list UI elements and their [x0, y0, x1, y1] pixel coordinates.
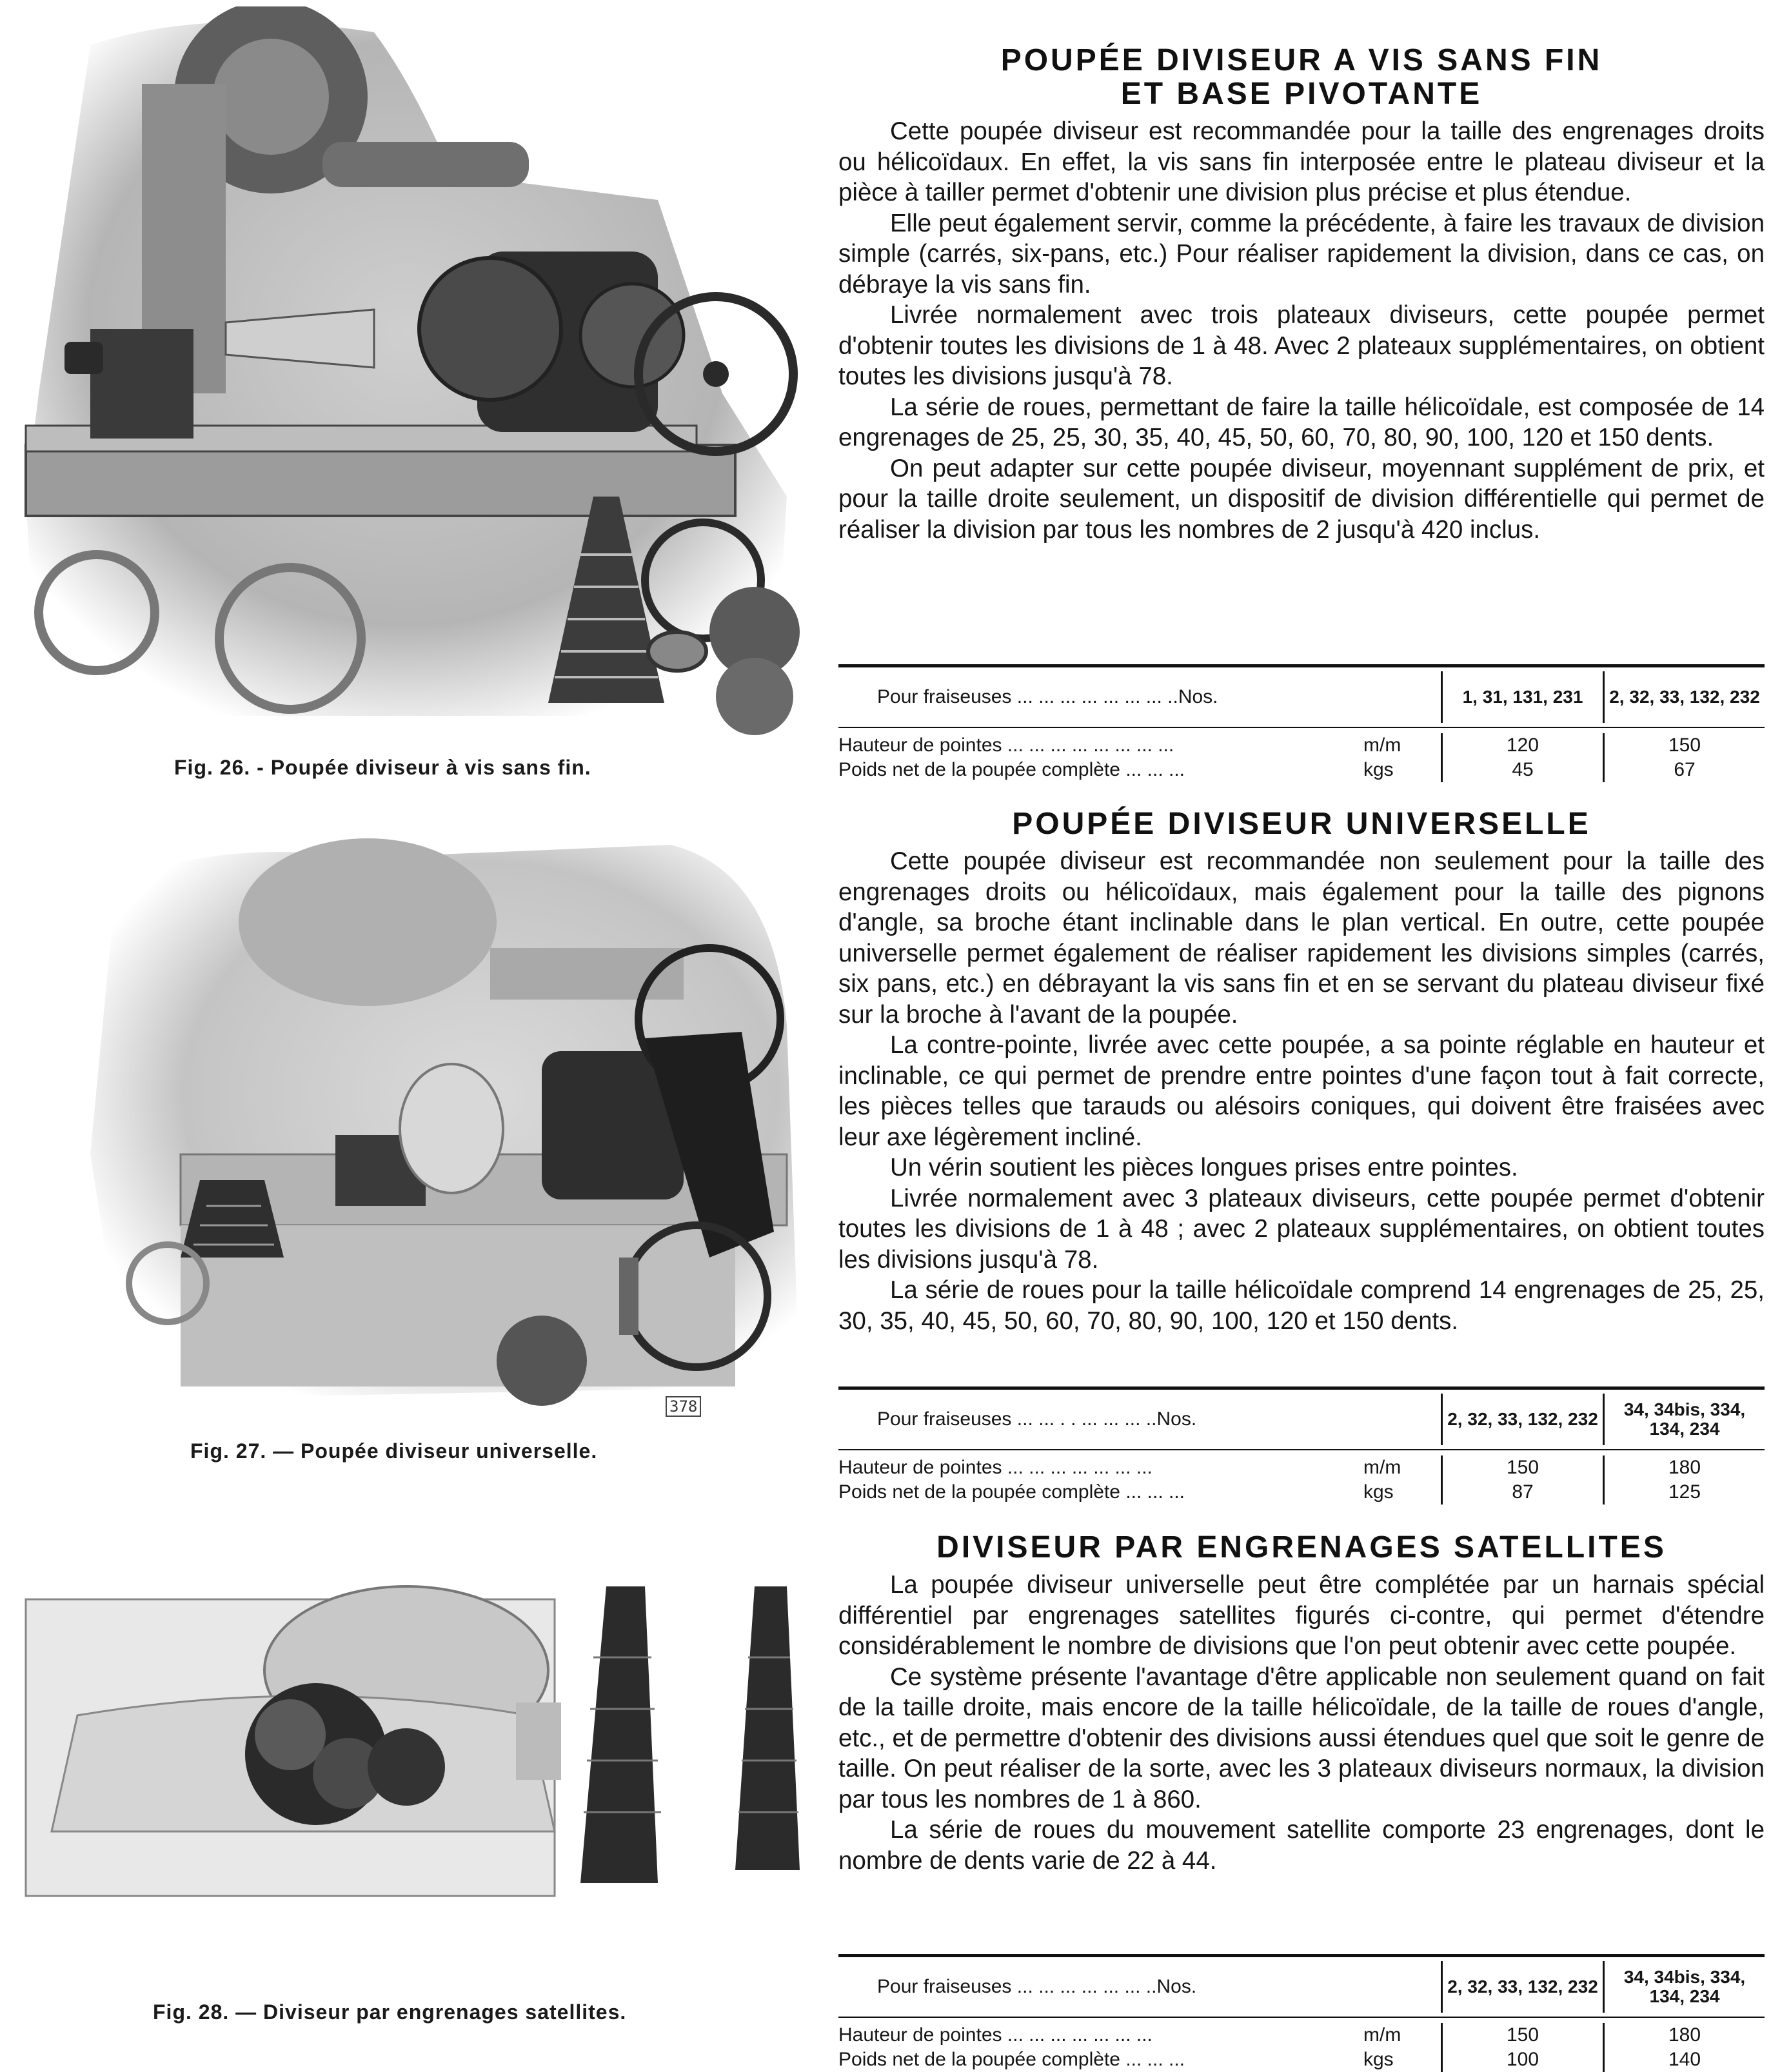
paragraph: On peut adapter sur cette poupée diviseur, moyennant supplément de prix, et pour la taille droite seulement, un dispositif de division différentielle qui permet de réaliser la division par tous les nombres de 2 jusqu'à 420 inclus. — [838, 454, 1765, 544]
spec-col2-header: 2, 32, 33, 132, 232 — [1603, 671, 1765, 723]
figure-28-caption: Fig. 28. — Diviseur par engrenages satellites. — [153, 2000, 627, 2024]
spec-value: 150 — [1441, 1455, 1603, 1480]
spec-col1-header: 2, 32, 33, 132, 232 — [1441, 1961, 1603, 2013]
spec-col1-header: 1, 31, 131, 231 — [1441, 671, 1603, 723]
spec-row-label: Hauteur de pointes ... ... ... ... ... ... ... ... — [838, 735, 1174, 756]
figure-26-image — [13, 6, 813, 742]
figure-27-plate-number: 378 — [666, 1396, 701, 1417]
spec-value: 150 — [1441, 2023, 1603, 2047]
section-universelle — [838, 807, 1765, 1336]
spec-row-hauteur — [838, 733, 1765, 758]
spec-row-unit: kgs — [1363, 759, 1394, 780]
section-title: DIVISEUR PAR ENGRENAGES SATELLITES — [936, 1530, 1667, 1564]
spec-table-satellites — [838, 1954, 1765, 2072]
figure-26-caption: Fig. 26. - Poupée diviseur à vis sans fin. — [174, 756, 591, 779]
spec-row-label: Poids net de la poupée complète ... ... ... — [838, 2049, 1185, 2070]
spec-col2-header: 34, 34bis, 334, 134, 234 — [1603, 1961, 1765, 2013]
spec-row-unit: m/m — [1363, 1457, 1401, 1478]
figure-27-caption: Fig. 27. — Poupée diviseur universelle. — [190, 1439, 598, 1463]
spec-value: 150 — [1603, 733, 1765, 758]
spec-value: 180 — [1603, 1455, 1765, 1480]
spec-value: 180 — [1603, 2023, 1765, 2047]
section-title-line-2: ET BASE PIVOTANTE — [1120, 77, 1483, 111]
spec-col2-header: 34, 34bis, 334, 134, 234 — [1603, 1394, 1765, 1445]
spec-header-label: Pour fraiseuses ... ... ... ... ... ... ..Nos. — [877, 1976, 1197, 1997]
section-vis-sans-fin — [838, 44, 1765, 545]
spec-col1-header: 2, 32, 33, 132, 232 — [1441, 1394, 1603, 1445]
spec-header-label: Pour fraiseuses ... ... . . ... ... ... ..Nos. — [877, 1408, 1197, 1430]
spec-value: 125 — [1603, 1480, 1765, 1505]
spec-table-universelle — [838, 1386, 1765, 1505]
spec-row-label: Hauteur de pointes ... ... ... ... ... ... ... — [838, 2024, 1153, 2046]
paragraph: Livrée normalement avec trois plateaux diviseurs, cette poupée permet d'obtenir toutes les divisions de 1 à 48. Avec 2 plateaux supplémentaires, on obtient toutes les divisions jusqu'à 78. — [838, 301, 1765, 390]
spec-row-label: Poids net de la poupée complète ... ... ... — [838, 1481, 1185, 1503]
spec-row-label: Hauteur de pointes ... ... ... ... ... ... ... — [838, 1457, 1153, 1478]
spec-value: 67 — [1603, 758, 1765, 782]
paragraph: Cette poupée diviseur est recommandée pour la taille des engrenages droits ou hélicoïdaux. En effet, la vis sans fin interposée entre le plateau diviseur et la pièce à tailler permet d'obtenir une division plus précise et plus étendue. — [838, 117, 1765, 206]
spec-row-unit: kgs — [1363, 2049, 1394, 2070]
section-title — [838, 44, 1765, 111]
spec-row-poids — [838, 1480, 1765, 1505]
paragraph: La contre-pointe, livrée avec cette poupée, a sa pointe réglable en hauteur et inclinable, ce qui permet de prendre entre pointes d'une façon tout à fait correcte, les pièces telles que tarauds ou alésoirs coniques, qui doivent être fraisées avec leur axe légèrement incliné. — [838, 1031, 1765, 1151]
spec-row-unit: m/m — [1363, 2024, 1401, 2046]
paragraph: Un vérin soutient les pièces longues prises entre pointes. — [890, 1154, 1518, 1181]
paragraph: La série de roues, permettant de faire la taille hélicoïdale, est composée de 14 engrenages de 25, 25, 30, 35, 40, 45, 50, 60, 70, 80, 90, 100, 120 et 150 dents. — [838, 393, 1765, 451]
spec-value: 140 — [1603, 2047, 1765, 2072]
figure-28-image — [13, 1561, 813, 1922]
spec-row-hauteur — [838, 2023, 1765, 2047]
section-satellites — [838, 1531, 1765, 1876]
spec-row-label: Poids net de la poupée complète ... ... ... — [838, 759, 1185, 780]
spec-row-hauteur — [838, 1455, 1765, 1480]
paragraph: La poupée diviseur universelle peut être complétée par un harnais spécial différentiel par engrenages satellites figurés ci-contre, qui permet d'étendre considérablement le nombre de divisions que l'on peut obtenir avec cette poupée. — [838, 1571, 1765, 1660]
paragraph: Ce système présente l'avantage d'être applicable non seulement quand on fait de la taille droite, mais encore de la taille hélicoïdale, de la taille de roues d'angle, etc., et de permettre d'obtenir des divisions aussi étendues quel que soit le genre de taille. On peut réaliser de la sorte, avec les 3 plateaux diviseurs normaux, la division par tous les nombres de 1 à 860. — [838, 1663, 1765, 1813]
spec-row-unit: m/m — [1363, 735, 1401, 756]
spec-table-vis-sans-fin — [838, 664, 1765, 782]
paragraph: Livrée normalement avec 3 plateaux diviseurs, cette poupée permet d'obtenir toutes les divisions de 1 à 48 ; avec 2 plateaux supplémentaires, on obtient toutes les divisions jusqu'à 78. — [838, 1184, 1765, 1274]
spec-value: 100 — [1441, 2047, 1603, 2072]
spec-row-poids — [838, 758, 1765, 782]
figure-27-image — [90, 832, 800, 1432]
section-title-line-1: POUPÉE DIVISEUR A VIS SANS FIN — [1000, 43, 1603, 77]
paragraph: Elle peut également servir, comme la précédente, à faire les travaux de division simple (carrés, six-pans, etc.) Pour réaliser rapidement la division, dans ce cas, on débraye la vis sans fin. — [838, 209, 1765, 299]
spec-value: 45 — [1441, 758, 1603, 782]
paragraph: La série de roues du mouvement satellite comporte 23 engrenages, dont le nombre de dents varie de 22 à 44. — [838, 1816, 1765, 1875]
spec-header-label: Pour fraiseuses ... ... ... ... ... ... ... ..Nos. — [877, 686, 1218, 707]
paragraph: Cette poupée diviseur est recommandée non seulement pour la taille des engrenages droits ou hélicoïdaux, mais également pour la taille des pignons d'angle, sa broche étant inclinable dans le plan vertical. En outre, cette poupée universelle permet également de réaliser rapidement les divisions simples (carrés, six pans, etc.) en débrayant la vis sans fin et en se servant du plateau diviseur fixé sur la broche à l'avant de la poupée. — [838, 847, 1765, 1029]
spec-row-unit: kgs — [1363, 1481, 1394, 1503]
spec-row-poids — [838, 2047, 1765, 2072]
spec-value: 87 — [1441, 1480, 1603, 1505]
spec-value: 120 — [1441, 733, 1603, 758]
paragraph: La série de roues pour la taille hélicoïdale comprend 14 engrenages de 25, 25, 30, 35, 40, 45, 50, 60, 70, 80, 90, 100, 120 et 150 dents. — [838, 1276, 1765, 1335]
section-title: POUPÉE DIVISEUR UNIVERSELLE — [1012, 807, 1591, 841]
